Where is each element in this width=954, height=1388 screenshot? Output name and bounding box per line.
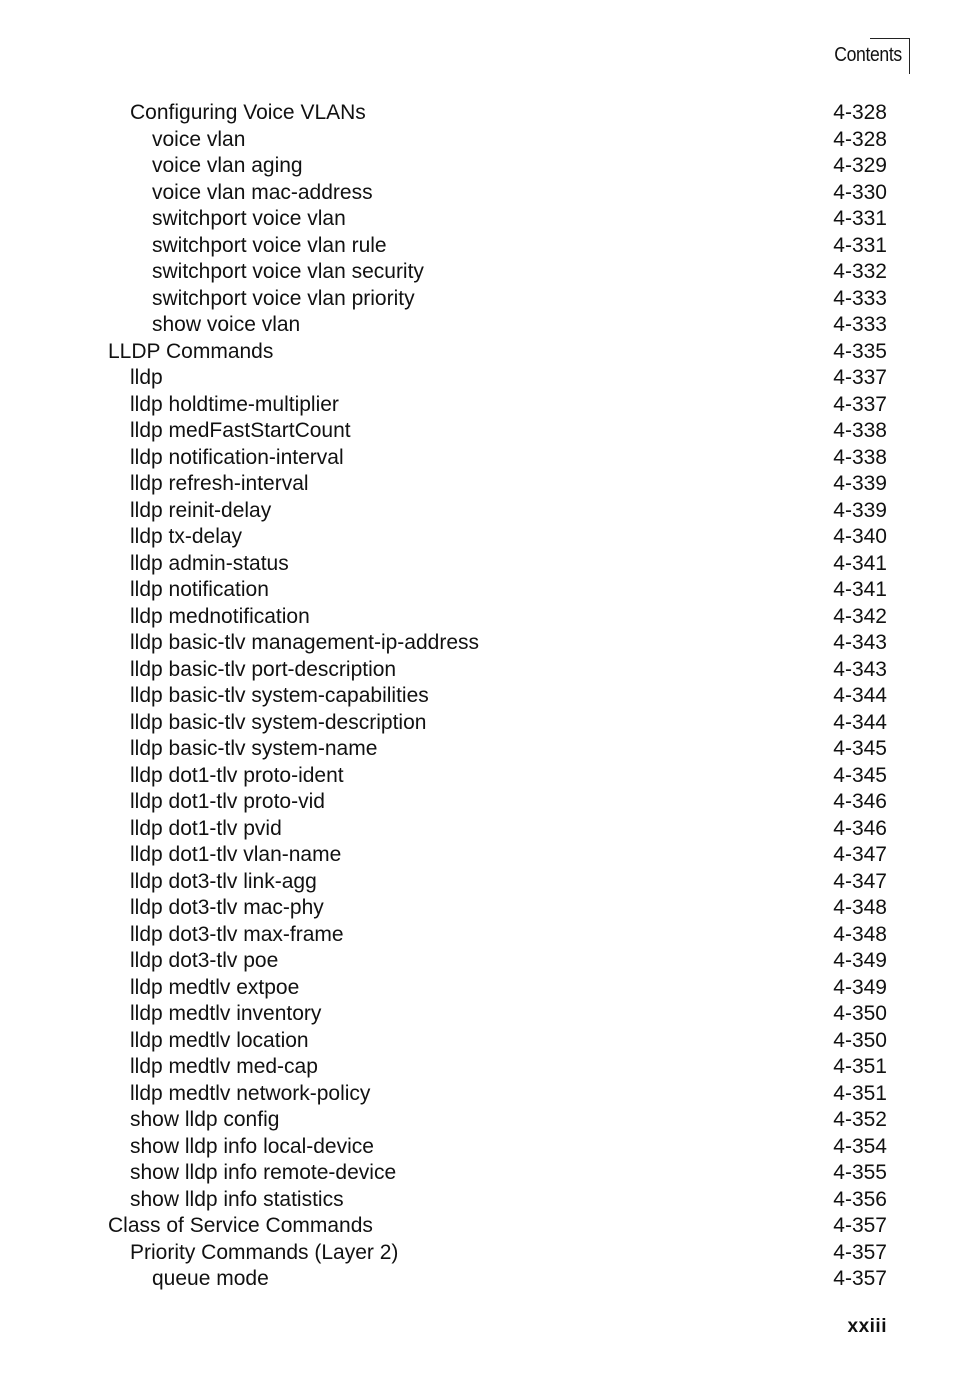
toc-entry-page: 4-337 bbox=[833, 366, 887, 389]
toc-entry-title: lldp dot1-tlv pvid bbox=[130, 816, 282, 840]
toc-entry-page: 4-349 bbox=[833, 975, 887, 999]
toc-entry-page: 4-356 bbox=[833, 1187, 887, 1211]
toc-entry-title: Configuring Voice VLANs bbox=[130, 101, 366, 124]
toc-entry[interactable] bbox=[0, 1081, 954, 1108]
toc-entry-page: 4-346 bbox=[833, 816, 887, 840]
toc-entry-title: lldp notification-interval bbox=[130, 445, 344, 469]
toc-entry[interactable] bbox=[0, 710, 954, 737]
toc-entry[interactable] bbox=[0, 339, 954, 366]
toc-entry-title: lldp dot1-tlv proto-vid bbox=[130, 790, 325, 813]
toc-entry[interactable] bbox=[0, 630, 954, 657]
header-rule-vertical bbox=[909, 38, 910, 74]
toc-entry-title: voice vlan mac-address bbox=[152, 180, 373, 204]
toc-entry-title: lldp basic-tlv port-description bbox=[130, 657, 397, 681]
toc-entry[interactable] bbox=[0, 286, 954, 313]
toc-entry[interactable] bbox=[0, 259, 954, 286]
toc-entry-title: voice vlan aging bbox=[152, 154, 303, 177]
toc-entry-page: 4-337 bbox=[833, 392, 887, 416]
toc-entry-title: lldp basic-tlv management-ip-address bbox=[130, 631, 479, 654]
toc-entry-title: lldp dot1-tlv proto-ident bbox=[130, 763, 344, 787]
toc-entry[interactable] bbox=[0, 975, 954, 1002]
toc-entry[interactable] bbox=[0, 100, 954, 127]
toc-entry-page: 4-351 bbox=[833, 1055, 887, 1078]
toc-entry[interactable] bbox=[0, 471, 954, 498]
toc-entry-title: lldp medtlv med-cap bbox=[130, 1055, 318, 1078]
toc-entry-page: 4-333 bbox=[833, 313, 887, 336]
toc-entry-title: show lldp info statistics bbox=[130, 1187, 344, 1211]
toc-entry[interactable] bbox=[0, 577, 954, 604]
toc-entry[interactable] bbox=[0, 392, 954, 419]
toc-entry[interactable] bbox=[0, 657, 954, 684]
toc-entry[interactable] bbox=[0, 1001, 954, 1028]
toc-entry-title: lldp dot3-tlv mac-phy bbox=[130, 896, 324, 919]
toc-entry-page: 4-352 bbox=[833, 1108, 887, 1131]
toc-entry[interactable] bbox=[0, 312, 954, 339]
toc-entry[interactable] bbox=[0, 524, 954, 551]
toc-entry-title: lldp medtlv location bbox=[130, 1028, 309, 1052]
toc-entry[interactable] bbox=[0, 1054, 954, 1081]
toc-entry[interactable] bbox=[0, 763, 954, 790]
toc-entry-page: 4-357 bbox=[833, 1267, 887, 1290]
toc-entry-title: lldp dot1-tlv vlan-name bbox=[130, 843, 342, 866]
toc-entry-title: lldp bbox=[130, 366, 163, 389]
toc-entry-page: 4-333 bbox=[833, 286, 887, 310]
table-of-contents bbox=[0, 100, 954, 1293]
toc-entry-page: 4-331 bbox=[833, 207, 887, 230]
toc-entry-title: lldp refresh-interval bbox=[130, 472, 309, 495]
toc-entry-title: lldp tx-delay bbox=[130, 525, 243, 548]
toc-entry[interactable] bbox=[0, 922, 954, 949]
toc-entry[interactable] bbox=[0, 948, 954, 975]
toc-entry[interactable] bbox=[0, 604, 954, 631]
toc-entry-page: 4-348 bbox=[833, 896, 887, 919]
toc-entry-page: 4-345 bbox=[833, 737, 887, 760]
toc-entry-page: 4-338 bbox=[833, 419, 887, 442]
toc-entry-page: 4-339 bbox=[833, 472, 887, 495]
toc-entry-page: 4-342 bbox=[833, 604, 887, 628]
toc-entry-page: 4-339 bbox=[833, 498, 887, 522]
header-section-label: Contents bbox=[834, 44, 902, 66]
toc-entry[interactable] bbox=[0, 683, 954, 710]
toc-entry-page: 4-329 bbox=[833, 154, 887, 177]
toc-entry[interactable] bbox=[0, 233, 954, 260]
toc-entry-title: show lldp info remote-device bbox=[130, 1161, 397, 1184]
toc-entry-title: show voice vlan bbox=[152, 313, 301, 336]
toc-entry-title: lldp medtlv inventory bbox=[130, 1002, 322, 1025]
toc-entry[interactable] bbox=[0, 1107, 954, 1134]
running-header bbox=[826, 38, 910, 74]
toc-entry-title: lldp basic-tlv system-name bbox=[130, 737, 378, 760]
toc-entry-page: 4-357 bbox=[833, 1214, 887, 1237]
toc-entry-page: 4-347 bbox=[833, 843, 887, 866]
toc-entry-page: 4-345 bbox=[833, 763, 887, 787]
toc-entry-page: 4-328 bbox=[833, 127, 887, 151]
toc-entry[interactable] bbox=[0, 842, 954, 869]
toc-entry-title: show lldp info local-device bbox=[130, 1134, 374, 1158]
toc-entry-title: lldp medFastStartCount bbox=[130, 419, 351, 442]
header-rule-horizontal bbox=[870, 38, 910, 39]
toc-entry-title: lldp admin-status bbox=[130, 551, 289, 575]
toc-entry[interactable] bbox=[0, 789, 954, 816]
toc-entry-title: lldp notification bbox=[130, 578, 269, 601]
toc-entry[interactable] bbox=[0, 1266, 954, 1293]
toc-entry[interactable] bbox=[0, 869, 954, 896]
toc-entry-page: 4-357 bbox=[833, 1240, 887, 1264]
toc-entry-page: 4-343 bbox=[833, 631, 887, 654]
toc-entry-page: 4-355 bbox=[833, 1161, 887, 1184]
toc-entry-page: 4-346 bbox=[833, 790, 887, 813]
toc-entry-title: lldp holdtime-multiplier bbox=[130, 392, 339, 416]
toc-entry[interactable] bbox=[0, 1240, 954, 1267]
toc-entry-title: Class of Service Commands bbox=[108, 1214, 373, 1237]
toc-entry-page: 4-351 bbox=[833, 1081, 887, 1105]
toc-entry-title: switchport voice vlan bbox=[152, 207, 346, 230]
toc-entry-page: 4-348 bbox=[833, 922, 887, 946]
toc-entry-page: 4-343 bbox=[833, 657, 887, 681]
toc-entry-title: lldp mednotification bbox=[130, 604, 310, 628]
toc-entry[interactable] bbox=[0, 816, 954, 843]
toc-entry[interactable] bbox=[0, 1134, 954, 1161]
toc-entry-title: voice vlan bbox=[152, 127, 246, 151]
toc-entry-page: 4-347 bbox=[833, 869, 887, 893]
toc-entry-title: switchport voice vlan priority bbox=[152, 286, 415, 310]
toc-entry[interactable] bbox=[0, 418, 954, 445]
toc-entry-page: 4-344 bbox=[833, 710, 887, 734]
toc-entry-page: 4-340 bbox=[833, 525, 887, 548]
toc-entry-page: 4-350 bbox=[833, 1028, 887, 1052]
toc-entry-page: 4-328 bbox=[833, 101, 887, 124]
toc-entry-title: LLDP Commands bbox=[108, 339, 274, 363]
toc-entry-title: lldp reinit-delay bbox=[130, 498, 272, 522]
toc-entry-title: lldp dot3-tlv max-frame bbox=[130, 922, 344, 946]
toc-entry-page: 4-341 bbox=[833, 551, 887, 575]
toc-entry[interactable] bbox=[0, 1187, 954, 1214]
toc-entry-page: 4-341 bbox=[833, 578, 887, 601]
toc-entry[interactable] bbox=[0, 365, 954, 392]
toc-entry[interactable] bbox=[0, 1028, 954, 1055]
toc-entry-title: lldp medtlv network-policy bbox=[130, 1081, 371, 1105]
toc-entry-title: lldp dot3-tlv link-agg bbox=[130, 869, 317, 893]
toc-entry-page: 4-344 bbox=[833, 684, 887, 707]
toc-entry-page: 4-330 bbox=[833, 180, 887, 204]
toc-entry-page: 4-335 bbox=[833, 339, 887, 363]
toc-entry-title: lldp basic-tlv system-capabilities bbox=[130, 684, 429, 707]
toc-entry-page: 4-354 bbox=[833, 1134, 887, 1158]
toc-entry-title: lldp medtlv extpoe bbox=[130, 975, 300, 999]
toc-entry[interactable] bbox=[0, 895, 954, 922]
toc-entry-title: switchport voice vlan security bbox=[152, 260, 424, 283]
toc-entry[interactable] bbox=[0, 206, 954, 233]
toc-entry-title: switchport voice vlan rule bbox=[152, 233, 387, 257]
toc-entry-page: 4-332 bbox=[833, 260, 887, 283]
toc-entry[interactable] bbox=[0, 1160, 954, 1187]
toc-entry[interactable] bbox=[0, 127, 954, 154]
toc-entry-page: 4-338 bbox=[833, 445, 887, 469]
toc-entry[interactable] bbox=[0, 1213, 954, 1240]
toc-entry-page: 4-350 bbox=[833, 1002, 887, 1025]
toc-entry[interactable] bbox=[0, 445, 954, 472]
toc-entry-title: queue mode bbox=[152, 1267, 269, 1290]
toc-entry-title: Priority Commands (Layer 2) bbox=[130, 1240, 399, 1264]
toc-entry[interactable] bbox=[0, 498, 954, 525]
toc-entry-page: 4-349 bbox=[833, 949, 887, 972]
toc-entry-title: lldp basic-tlv system-description bbox=[130, 710, 427, 734]
toc-entry[interactable] bbox=[0, 180, 954, 207]
toc-entry[interactable] bbox=[0, 736, 954, 763]
toc-entry-title: show lldp config bbox=[130, 1108, 280, 1131]
toc-entry-title: lldp dot3-tlv poe bbox=[130, 949, 279, 972]
toc-entry[interactable] bbox=[0, 153, 954, 180]
toc-entry-page: 4-331 bbox=[833, 233, 887, 257]
page-number: xxiii bbox=[847, 1316, 887, 1337]
toc-entry[interactable] bbox=[0, 551, 954, 578]
